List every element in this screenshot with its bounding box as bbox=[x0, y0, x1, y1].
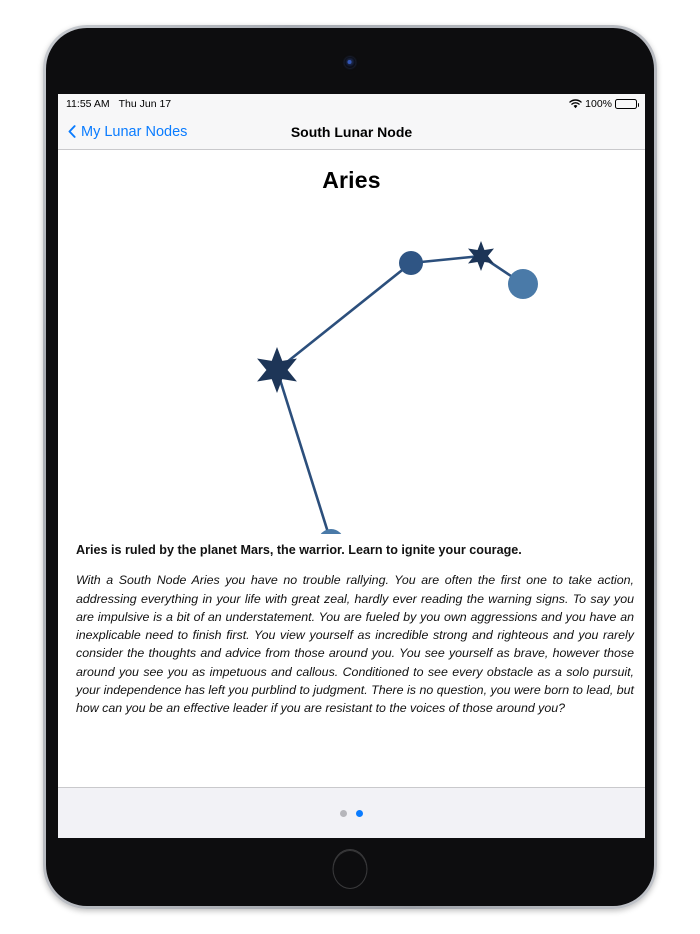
sign-body-text: With a South Node Aries you have no trouble rallying. You are often the first one to take action, addressing everything in your life with great zeal, hardly ever reading the warning signs. To say you are impulsive is a bit of an understatement. You are fueled by you own aggressions and you have an inexplicable need to finish first. You view yourself as incredible strong and righteous and you rarely consider the thoughts and advice from those around you. You see yourself as brave, however those around you see you as impetuous and callous. Conditioned to see every obstacle as a solo pursuit, your independence has left you purblind to judgment. There is no question, you were born to lead, but how can you be an effective leader if you are resistant to the voices of those around you? bbox=[76, 573, 634, 715]
zodiac-sign-title: Aries bbox=[322, 167, 381, 193]
sign-lede-text: Aries is ruled by the planet Mars, the warrior. Learn to ignite your courage. bbox=[76, 543, 522, 557]
ipad-screen bbox=[58, 94, 645, 838]
battery-percent-label: 100% bbox=[585, 98, 612, 110]
ipad-bezel bbox=[46, 28, 654, 906]
chevron-left-icon bbox=[68, 125, 76, 138]
page-dot-1[interactable] bbox=[340, 810, 347, 817]
constellation-diagram bbox=[58, 194, 645, 534]
constellation-circle-node bbox=[508, 269, 538, 299]
status-bar-right bbox=[569, 98, 637, 110]
status-bar-left bbox=[66, 98, 171, 110]
page-title: South Lunar Node bbox=[290, 123, 413, 140]
constellation-line bbox=[277, 370, 331, 534]
home-button[interactable] bbox=[333, 849, 368, 889]
back-button[interactable] bbox=[68, 124, 187, 140]
page-dot-2[interactable] bbox=[356, 810, 363, 817]
constellation-edges bbox=[277, 256, 523, 534]
navigation-bar bbox=[58, 114, 645, 150]
status-time: 11:55 AM bbox=[66, 98, 110, 110]
constellation-nodes bbox=[257, 241, 538, 534]
bottom-toolbar bbox=[58, 787, 645, 838]
camera-icon bbox=[345, 57, 356, 68]
constellation-circle-node bbox=[399, 251, 423, 275]
description-block bbox=[76, 542, 634, 717]
ipad-device-frame bbox=[43, 25, 657, 909]
constellation-line bbox=[277, 263, 411, 370]
wifi-icon bbox=[569, 99, 582, 109]
constellation-star-node bbox=[257, 347, 297, 393]
battery-full-icon bbox=[615, 99, 637, 109]
content-area bbox=[58, 150, 645, 838]
status-date: Thu Jun 17 bbox=[118, 98, 172, 110]
constellation-svg bbox=[58, 194, 645, 534]
back-button-label: My Lunar Nodes bbox=[81, 123, 188, 140]
constellation-circle-node bbox=[318, 529, 344, 534]
status-bar bbox=[58, 94, 645, 114]
